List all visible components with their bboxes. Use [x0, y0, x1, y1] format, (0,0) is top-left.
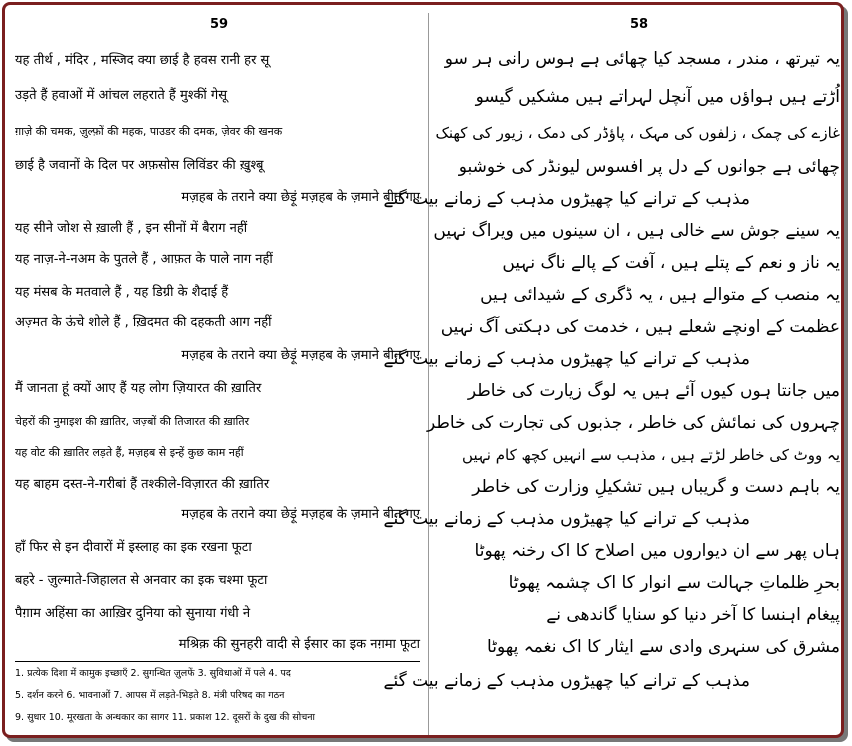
verse-line: यह तीर्थ , मंदिर , मस्जिद क्या छाई है हवस रानी हर सू	[15, 53, 270, 68]
verse-line: बहरे - ज़ुल्माते-जिहालत से अनवार का इक चश्मा फूटा	[15, 573, 268, 588]
footnote-line: 1. प्रत्येक दिशा में कामुक इच्छाएँ 2. सुगन्धित ज़ुलफें 3. सुविधाओं में पले 4. पद	[15, 668, 291, 679]
page-number: 59	[210, 17, 229, 32]
footnote-line: 5. दर्शन करने 6. भावनाओं 7. आपस में लड़ते-भिड़ते 8. मंत्री परिषद का गठन	[15, 690, 285, 701]
refrain-line: मज़हब के तराने क्या छेड़ूं मज़हब के ज़माने बीत गए	[181, 348, 420, 363]
verse-line: یہ منصب کے متوالے ہیں ، یہ ڈگری کے شیدائی ہیں	[480, 285, 840, 305]
book-frame	[2, 2, 844, 738]
verse-line: मैं जानता हूं क्यों आए हैं यह लोग ज़ियारत की ख़ातिर	[15, 381, 262, 396]
verse-line: ہاں پھر سے ان دیواروں میں اصلاح کا اک رخنہ پھوٹا	[474, 541, 840, 561]
refrain-line: मज़हब के तराने क्या छेड़ूं मज़हब के ज़माने बीत गए	[181, 190, 420, 205]
left-page	[15, 13, 420, 727]
refrain-line: مذہب کے ترانے کیا چھیڑوں مذہب کے زمانے بیت گئے	[383, 189, 750, 209]
verse-line: पैग़ाम अहिंसा का आख़िर दुनिया को सुनाया गंधी ने	[15, 606, 251, 621]
verse-line: بحرِ ظلماتِ جہالت سے انوار کا اک چشمہ پھوٹا	[508, 573, 840, 593]
verse-line: چہروں کی نمائش کی خاطر ، جذبوں کی تجارت کی خاطر	[427, 413, 840, 433]
verse-line: میں جانتا ہوں کیوں آئے ہیں یہ لوگ زیارت کی خاطر	[467, 381, 840, 401]
refrain-line: مذہب کے ترانے کیا چھیڑوں مذہب کے زمانے بیت گئے	[383, 509, 750, 529]
verse-line: उड़ते हैं हवाओं में आंचल लहराते हैं मुश्कीं गेसू	[15, 88, 228, 103]
verse-line: اُڑتے ہیں ہواؤں میں آنچل لہراتے ہیں مشکیں گیسو	[475, 87, 840, 107]
verse-line: यह नाज़-ने-नअम के पुतले हैं , आफ़त के पाले नाग नहीं	[15, 252, 273, 267]
page-divider	[428, 13, 429, 735]
verse-line: यह मंसब के मतवाले हैं , यह डिग्री के शैदाई हैं	[15, 285, 229, 300]
verse-line: یہ ووٹ کی خاطر لڑتے ہیں ، مذہب سے انہیں کچھ کام نہیں	[462, 446, 840, 464]
verse-line: यह सीने जोश से ख़ाली हैं , इन सीनों में बैराग नहीं	[15, 221, 248, 236]
verse-line: یہ تیرتھ ، مندر ، مسجد کیا چھائی ہے ہوس رانی ہر سو	[444, 49, 840, 69]
verse-line: छाई है जवानों के दिल पर अफ़सोस लिविंडर की ख़ुश्बू	[15, 158, 264, 173]
verse-line: مشرق کی سنہری وادی سے ایثار کا اک نغمہ پھوٹا	[487, 637, 840, 657]
verse-line: یہ ناز و نعم کے پتلے ہیں ، آفت کے پالے ناگ نہیں	[502, 253, 840, 273]
verse-line: یہ سینے جوش سے خالی ہیں ، ان سینوں میں ویراگ نہیں	[433, 221, 840, 241]
right-page	[383, 13, 840, 727]
verse-line: मश्रिक़ की सुनहरी वादी से ईसार का इक नग़मा फूटा	[178, 637, 420, 652]
refrain-line: مذہب کے ترانے کیا چھیڑوں مذہب کے زمانے بیت گئے	[383, 671, 750, 691]
refrain-line: मज़हब के तराने क्या छेड़ूं मज़हब के ज़माने बीत गए	[181, 507, 420, 522]
verse-line: हाँ फिर से इन दीवारों में इस्लाह का इक रखना फूटा	[15, 540, 252, 555]
verse-line: غازے کی چمک ، زلفوں کی مہک ، پاؤڈر کی دمک ، زیور کی کھنک	[435, 124, 840, 142]
verse-line: پیغام اہنسا کا آخر دنیا کو سنایا گاندھی نے	[546, 605, 840, 625]
page-number: 58	[630, 17, 649, 32]
refrain-line: مذہب کے ترانے کیا چھیڑوں مذہب کے زمانے بیت گئے	[383, 349, 750, 369]
verse-line: यह बाहम दस्त-ने-गरीबां हैं तश्कीले-विज़ारत की ख़ातिर	[15, 477, 270, 492]
verse-line: عظمت کے اونچے شعلے ہیں ، خدمت کی دہکتی آگ نہیں	[440, 317, 840, 337]
footnote-rule	[15, 661, 420, 662]
verse-line: यह वोट की ख़ातिर लड़ते हैं, मज़हब से इन्हें कुछ काम नहीं	[15, 446, 244, 459]
verse-line: چھائی ہے جوانوں کے دل پر افسوس لیونڈر کی خوشبو	[458, 157, 840, 177]
verse-line: चेहरों की नुमाइश की ख़ातिर, जज़्बों की तिजारत की ख़ातिर	[15, 415, 250, 428]
footnote-line: 9. सुधार 10. मूरखता के अन्धकार का सागर 11. प्रकाश 12. दूसरों के दुख की सोचना	[15, 712, 316, 723]
verse-line: ग़ाज़े की चमक, ज़ुल्फ़ों की महक, पाउडर की दमक, ज़ेवर की खनक	[15, 125, 283, 138]
verse-line: یہ باہم دست و گریباں ہیں تشکیلِ وزارت کی خاطر	[472, 477, 840, 497]
verse-line: अज़्मत के ऊंचे शोले हैं , ख़िदमत की दहकती आग नहीं	[15, 315, 272, 330]
